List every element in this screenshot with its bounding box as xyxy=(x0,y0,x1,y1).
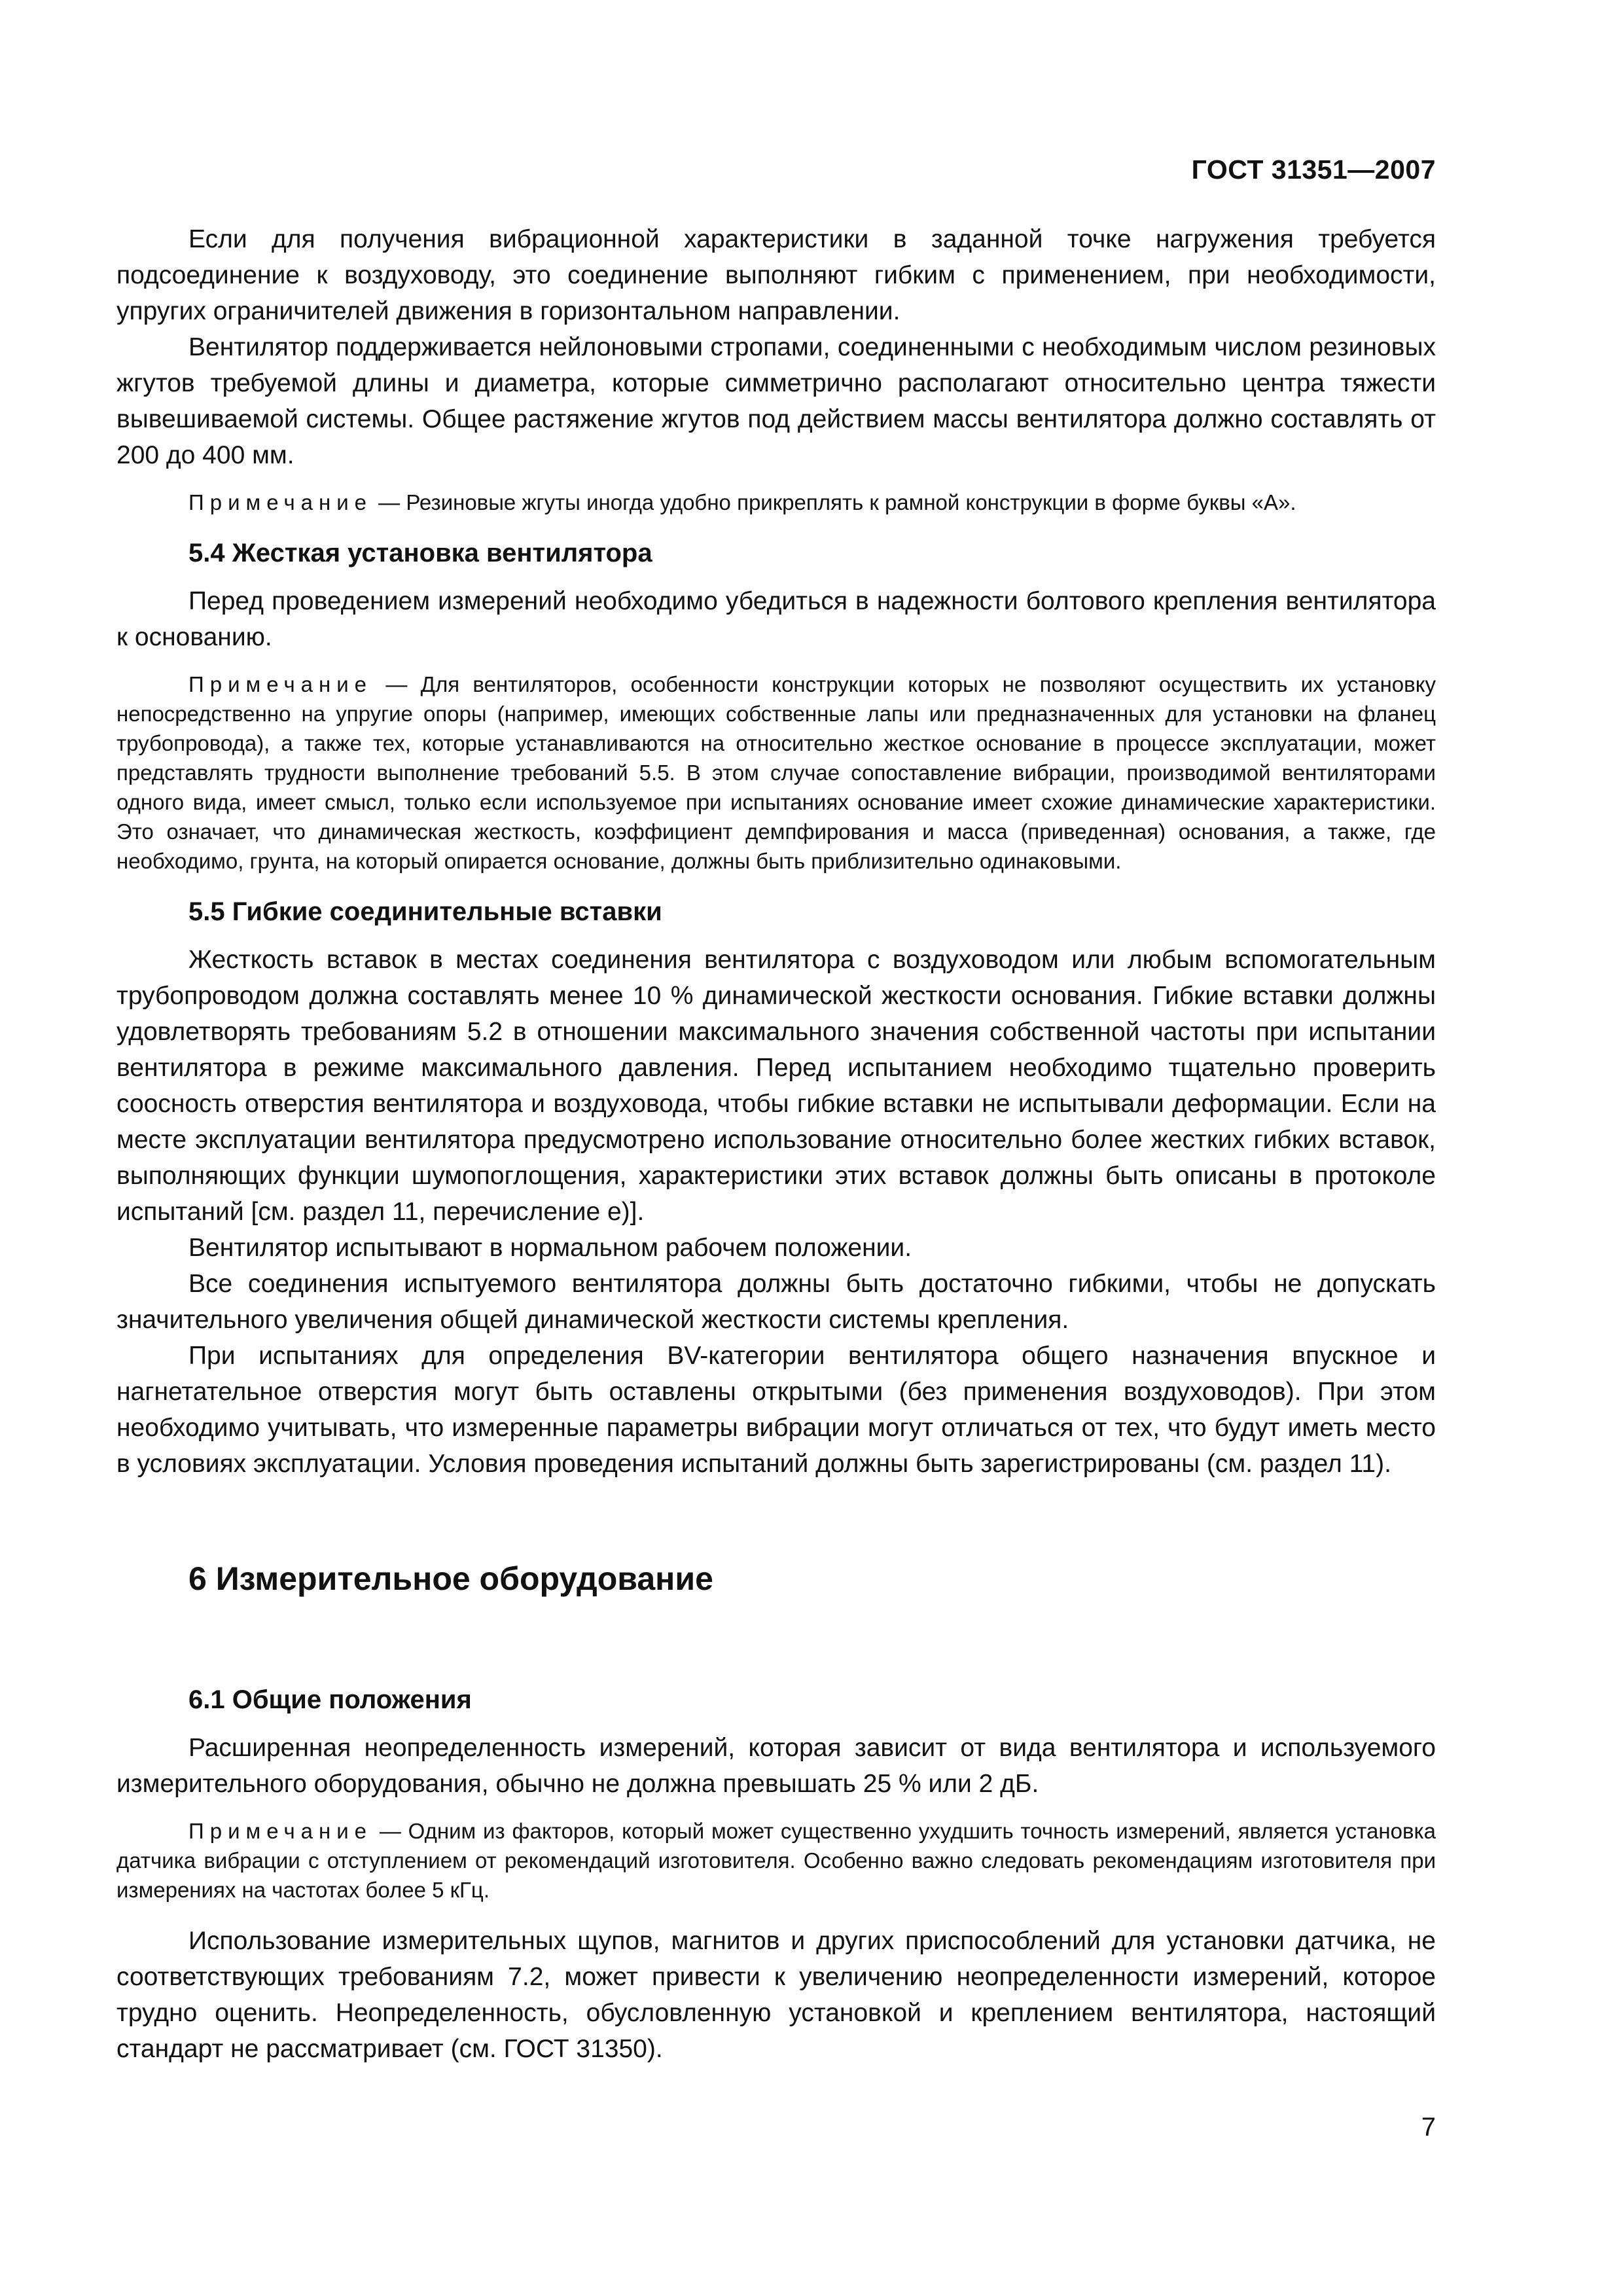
note-label: Примечание xyxy=(188,490,373,514)
section-heading-6: 6 Измерительное оборудование xyxy=(188,1560,713,1597)
paragraph: Использование измерительных щупов, магнитов и других приспособлений для установки датчика, не соответствующих требованиям 7.2, может привести к увеличению неопределенности измерений, которое трудно оценить. Неопределенность, обусловленную установкой и креплением вентилятора, настоящий стандарт не рассматривает (см. ГОСТ 31350). xyxy=(116,1927,1436,2063)
note-text: — Для вентиляторов, особенности конструкции которых не позволяют осуществить их установку непосредственно на упругие опоры (например, имеющих собственные лапы или предназначенных для установки на фланец трубопровода), а также тех, которые устанавливаются на относительно жесткое основание в процессе эксплуатации, может представлять трудности выполнение требований 5.5. В этом случае сопоставление вибрации, производимой вентиляторами одного вида, имеет смысл, только если используемое при испытаниях основание имеет схожие динамические характеристики. Это означает, что динамическая жесткость, коэффициент демпфирования и масса (приведенная) основания, а также, где необходимо, грунта, на который опирается основание, должны быть приблизительно одинаковыми. xyxy=(116,672,1436,873)
note-label: Примечание xyxy=(188,1819,373,1843)
paragraph: Если для получения вибрационной характеристики в заданной точке нагружения требуется подсоединение к воздуховоду, это соединение выполняют гибким с применением, при необходимости, упругих ограничителей движения в горизонтальном направлении. xyxy=(116,225,1436,325)
section-heading-6-1: 6.1 Общие положения xyxy=(188,1685,472,1714)
paragraph: Перед проведением измерений необходимо убедиться в надежности болтового крепления вентилятора к основанию. xyxy=(116,587,1436,651)
note xyxy=(116,488,1436,517)
note xyxy=(116,670,1436,876)
note xyxy=(116,1816,1436,1905)
page-content xyxy=(116,221,1436,2067)
note-text: — Одним из факторов, который может существенно ухудшить точность измерений, является установка датчика вибрации с отступлением от рекомендаций изготовителя. Особенно важно следовать рекомендациям изготовителя при измерениях на частотах более 5 кГц. xyxy=(116,1819,1436,1902)
document-id-header: ГОСТ 31351—2007 xyxy=(1191,154,1436,185)
paragraph: При испытаниях для определения BV-категории вентилятора общего назначения впускное и нагнетательное отверстия могут быть оставлены открытыми (без применения воздуховодов). При этом необходимо учитывать, что измеренные параметры вибрации могут отличаться от тех, что будут иметь место в условиях эксплуатации. Условия проведения испытаний должны быть зарегистрированы (см. раздел 11). xyxy=(116,1342,1436,1478)
paragraph: Вентилятор испытывают в нормальном рабочем положении. xyxy=(188,1234,912,1262)
paragraph: Все соединения испытуемого вентилятора должны быть достаточно гибкими, чтобы не допускать значительного увеличения общей динамической жесткости системы крепления. xyxy=(116,1270,1436,1334)
paragraph: Вентилятор поддерживается нейлоновыми стропами, соединенными с необходимым числом резиновых жгутов требуемой длины и диаметра, которые симметрично располагают относительно центра тяжести вывешиваемой системы. Общее растяжение жгутов под действием массы вентилятора должно составлять от 200 до 400 мм. xyxy=(116,333,1436,469)
note-text: — Резиновые жгуты иногда удобно прикреплять к рамной конструкции в форме буквы «А». xyxy=(372,490,1296,514)
section-heading-5-5: 5.5 Гибкие соединительные вставки xyxy=(188,897,662,926)
page-number: 7 xyxy=(1421,2113,1436,2142)
section-heading-5-4: 5.4 Жесткая установка вентилятора xyxy=(188,539,652,567)
paragraph: Расширенная неопределенность измерений, которая зависит от вида вентилятора и используемого измерительного оборудования, обычно не должна превышать 25 % или 2 дБ. xyxy=(116,1734,1436,1798)
note-label: Примечание xyxy=(188,672,373,696)
paragraph: Жесткость вставок в местах соединения вентилятора с воздуховодом или любым вспомогательным трубопроводом должна составлять менее 10 % динамической жесткости основания. Гибкие вставки должны удовлетворять требованиям 5.2 в отношении максимального значения собственной частоты при испытании вентилятора в режиме максимального давления. Перед испытанием необходимо тщательно проверить соосность отверстия вентилятора и воздуховода, чтобы гибкие вставки не испытывали деформации. Если на месте эксплуатации вентилятора предусмотрено использование относительно более жестких гибких вставок, выполняющих функции шумопоглощения, характеристики этих вставок должны быть описаны в протоколе испытаний [см. раздел 11, перечисление е)]. xyxy=(116,946,1436,1226)
